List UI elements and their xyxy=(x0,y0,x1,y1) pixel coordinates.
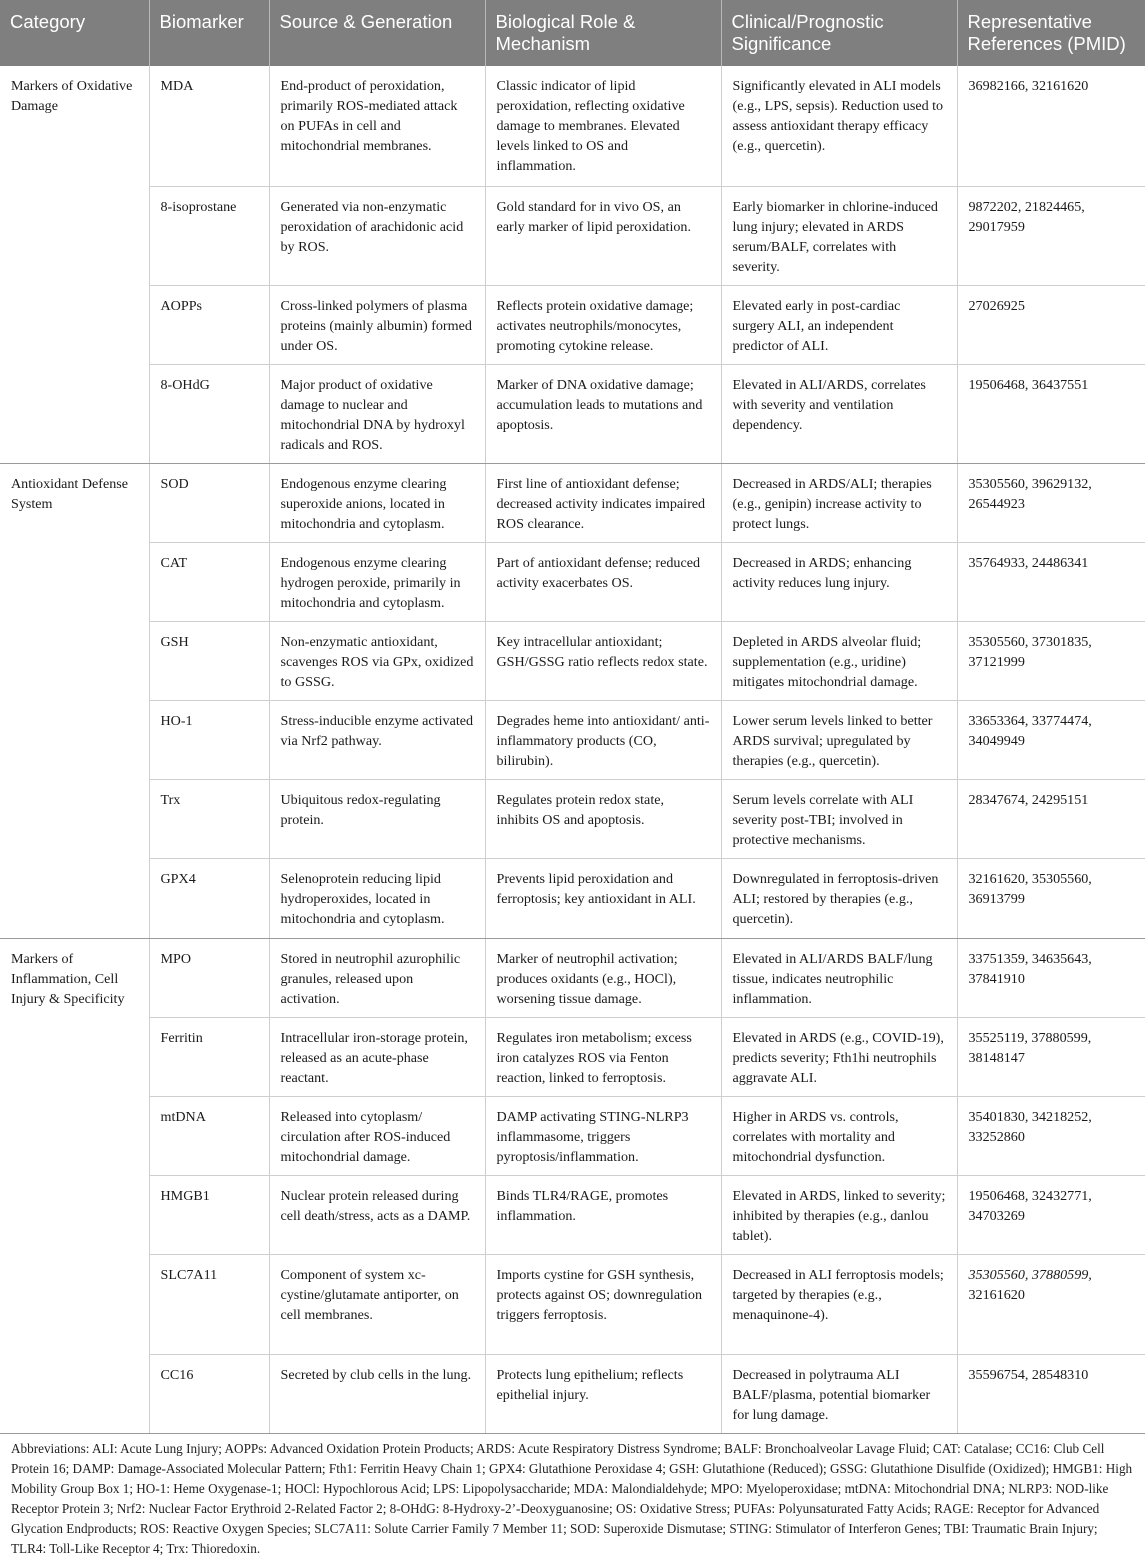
header-source: Source & Generation xyxy=(269,0,485,66)
table-row xyxy=(0,1175,1145,1254)
references-cell: 28347674, 24295151 xyxy=(957,779,1145,858)
source-cell: Endogenous enzyme clearing hydrogen peroxide, primarily in mitochondria and cytoplasm. xyxy=(269,542,485,621)
clinical-cell: Elevated in ARDS (e.g., COVID-19), predicts severity; Fth1hi neutrophils aggravate ALI. xyxy=(721,1017,957,1096)
role-cell: Protects lung epithelium; reflects epithelial injury. xyxy=(485,1354,721,1433)
header-row xyxy=(0,0,1145,66)
role-cell: Degrades heme into antioxidant/ anti-inflammatory products (CO, bilirubin). xyxy=(485,700,721,779)
biomarker-cell: GPX4 xyxy=(149,858,269,938)
references-cell: 27026925 xyxy=(957,285,1145,364)
references-cell: 35305560, 37301835, 37121999 xyxy=(957,621,1145,700)
source-cell: Ubiquitous redox-regulating protein. xyxy=(269,779,485,858)
table-body xyxy=(0,66,1145,1433)
biomarker-cell: MPO xyxy=(149,938,269,1017)
source-cell: Intracellular iron-storage protein, released as an acute-phase reactant. xyxy=(269,1017,485,1096)
references-cell: 35401830, 34218252, 33252860 xyxy=(957,1096,1145,1175)
biomarker-cell: HMGB1 xyxy=(149,1175,269,1254)
biomarker-cell: mtDNA xyxy=(149,1096,269,1175)
header-clinical: Clinical/Prognostic Significance xyxy=(721,0,957,66)
table-row xyxy=(0,364,1145,463)
role-cell: Key intracellular antioxidant; GSH/GSSG ratio reflects redox state. xyxy=(485,621,721,700)
clinical-cell: Higher in ARDS vs. controls, correlates with mortality and mitochondrial dysfunction. xyxy=(721,1096,957,1175)
role-cell: Imports cystine for GSH synthesis, protects against OS; downregulation triggers ferroptosis. xyxy=(485,1254,721,1354)
category-cell: Markers of Inflammation, Cell Injury & Specificity xyxy=(0,938,149,1433)
table-row xyxy=(0,1254,1145,1354)
header-references: Representative References (PMID) xyxy=(957,0,1145,66)
table-row xyxy=(0,285,1145,364)
header-biomarker: Biomarker xyxy=(149,0,269,66)
biomarker-cell: Trx xyxy=(149,779,269,858)
table-row xyxy=(0,542,1145,621)
references-cell: 32161620, 35305560, 36913799 xyxy=(957,858,1145,938)
biomarker-cell: SLC7A11 xyxy=(149,1254,269,1354)
source-cell: Stress-inducible enzyme activated via Nrf2 pathway. xyxy=(269,700,485,779)
table-row xyxy=(0,938,1145,1017)
clinical-cell: Serum levels correlate with ALI severity post-TBI; involved in protective mechanisms. xyxy=(721,779,957,858)
references-cell: 35596754, 28548310 xyxy=(957,1354,1145,1433)
biomarker-cell: SOD xyxy=(149,463,269,542)
role-cell: DAMP activating STING-NLRP3 inflammasome, triggers pyroptosis/inflammation. xyxy=(485,1096,721,1175)
clinical-cell: Downregulated in ferroptosis-driven ALI; restored by therapies (e.g., quercetin). xyxy=(721,858,957,938)
references-italic: 35305560, 37880599, xyxy=(968,1266,1092,1283)
references-cell: 36982166, 32161620 xyxy=(957,66,1145,186)
table-row xyxy=(0,1017,1145,1096)
clinical-cell: Decreased in ARDS; enhancing activity reduces lung injury. xyxy=(721,542,957,621)
source-cell: Major product of oxidative damage to nuclear and mitochondrial DNA by hydroxyl radicals and ROS. xyxy=(269,364,485,463)
source-cell: Released into cytoplasm/ circulation after ROS-induced mitochondrial damage. xyxy=(269,1096,485,1175)
clinical-cell: Depleted in ARDS alveolar fluid; supplementation (e.g., uridine) mitigates mitochondrial damage. xyxy=(721,621,957,700)
category-cell: Antioxidant Defense System xyxy=(0,463,149,938)
clinical-cell: Significantly elevated in ALI models (e.g., LPS, sepsis). Reduction used to assess antioxidant therapy efficacy (e.g., quercetin). xyxy=(721,66,957,186)
source-cell: Endogenous enzyme clearing superoxide anions, located in mitochondria and cytoplasm. xyxy=(269,463,485,542)
table-row xyxy=(0,858,1145,938)
clinical-cell: Elevated in ARDS, linked to severity; inhibited by therapies (e.g., danlou tablet). xyxy=(721,1175,957,1254)
table-row xyxy=(0,66,1145,186)
clinical-cell: Decreased in ALI ferroptosis models; targeted by therapies (e.g., menaquinone-4). xyxy=(721,1254,957,1354)
source-cell: Selenoprotein reducing lipid hydroperoxides, located in mitochondria and cytoplasm. xyxy=(269,858,485,938)
clinical-cell: Elevated in ALI/ARDS, correlates with severity and ventilation dependency. xyxy=(721,364,957,463)
clinical-cell: Elevated early in post-cardiac surgery ALI, an independent predictor of ALI. xyxy=(721,285,957,364)
table-row xyxy=(0,186,1145,285)
table-row xyxy=(0,463,1145,542)
clinical-cell: Lower serum levels linked to better ARDS survival; upregulated by therapies (e.g., quercetin). xyxy=(721,700,957,779)
source-cell: Nuclear protein released during cell death/stress, acts as a DAMP. xyxy=(269,1175,485,1254)
references-rest: 32161620 xyxy=(968,1286,1025,1303)
biomarker-cell: MDA xyxy=(149,66,269,186)
references-cell: 19506468, 32432771, 34703269 xyxy=(957,1175,1145,1254)
role-cell: Regulates protein redox state, inhibits OS and apoptosis. xyxy=(485,779,721,858)
source-cell: End-product of peroxidation, primarily ROS-mediated attack on PUFAs in cell and mitochondrial membranes. xyxy=(269,66,485,186)
source-cell: Cross-linked polymers of plasma proteins (mainly albumin) formed under OS. xyxy=(269,285,485,364)
biomarker-cell: GSH xyxy=(149,621,269,700)
biomarker-cell: HO-1 xyxy=(149,700,269,779)
header-role: Biological Role & Mechanism xyxy=(485,0,721,66)
source-cell: Non-enzymatic antioxidant, scavenges ROS via GPx, oxidized to GSSG. xyxy=(269,621,485,700)
references-cell: 19506468, 36437551 xyxy=(957,364,1145,463)
table-row xyxy=(0,779,1145,858)
biomarker-cell: 8-OHdG xyxy=(149,364,269,463)
biomarker-cell: AOPPs xyxy=(149,285,269,364)
role-cell: Classic indicator of lipid peroxidation, reflecting oxidative damage to membranes. Elevated levels linked to OS and inflammation. xyxy=(485,66,721,186)
references-cell: 35305560, 39629132, 26544923 xyxy=(957,463,1145,542)
source-cell: Component of system xc- cystine/glutamate antiporter, on cell membranes. xyxy=(269,1254,485,1354)
role-cell: Regulates iron metabolism; excess iron catalyzes ROS via Fenton reaction, linked to ferroptosis. xyxy=(485,1017,721,1096)
header-category: Category xyxy=(0,0,149,66)
references-cell: 33751359, 34635643, 37841910 xyxy=(957,938,1145,1017)
table-row xyxy=(0,1096,1145,1175)
biomarker-cell: 8-isoprostane xyxy=(149,186,269,285)
clinical-cell: Early biomarker in chlorine-induced lung injury; elevated in ARDS serum/BALF, correlates with severity. xyxy=(721,186,957,285)
category-cell: Markers of Oxidative Damage xyxy=(0,66,149,463)
source-cell: Secreted by club cells in the lung. xyxy=(269,1354,485,1433)
biomarker-cell: Ferritin xyxy=(149,1017,269,1096)
role-cell: Prevents lipid peroxidation and ferroptosis; key antioxidant in ALI. xyxy=(485,858,721,938)
source-cell: Stored in neutrophil azurophilic granules, released upon activation. xyxy=(269,938,485,1017)
role-cell: Binds TLR4/RAGE, promotes inflammation. xyxy=(485,1175,721,1254)
role-cell: First line of antioxidant defense; decreased activity indicates impaired ROS clearance. xyxy=(485,463,721,542)
references-cell xyxy=(957,1254,1145,1354)
clinical-cell: Elevated in ALI/ARDS BALF/lung tissue, indicates neutrophilic inflammation. xyxy=(721,938,957,1017)
table-header xyxy=(0,0,1145,66)
references-cell: 35525119, 37880599, 38148147 xyxy=(957,1017,1145,1096)
role-cell: Marker of DNA oxidative damage; accumulation leads to mutations and apoptosis. xyxy=(485,364,721,463)
biomarker-cell: CC16 xyxy=(149,1354,269,1433)
references-cell: 33653364, 33774474, 34049949 xyxy=(957,700,1145,779)
biomarker-cell: CAT xyxy=(149,542,269,621)
clinical-cell: Decreased in polytrauma ALI BALF/plasma, potential biomarker for lung damage. xyxy=(721,1354,957,1433)
references-cell: 9872202, 21824465, 29017959 xyxy=(957,186,1145,285)
table-row xyxy=(0,700,1145,779)
source-cell: Generated via non-enzymatic peroxidation of arachidonic acid by ROS. xyxy=(269,186,485,285)
role-cell: Reflects protein oxidative damage; activates neutrophils/monocytes, promoting cytokine release. xyxy=(485,285,721,364)
table-row xyxy=(0,1354,1145,1433)
table-footnote: Abbreviations: ALI: Acute Lung Injury; AOPPs: Advanced Oxidation Protein Products; ARDS: Acute Respiratory Distress Syndrome; BALF: Bronchoalveolar Lavage Fluid; CAT: Catalase; CC16: Club Cell Protein 16; DAMP: Damage-Associated Molecular Pattern; Fth1: Ferritin Heavy Chain 1; GPX4: Glutathione Peroxidase 4; GSH: Glutathione (Reduced); GSSG: Glutathione Disulfide (Oxidized); HMGB1: High Mobility Group Box 1; HO-1: Heme Oxygenase-1; HOCl: Hypochlorous Acid; LPS: Lipopolysaccharide; MDA: Malondialdehyde; MPO: Myeloperoxidase; mtDNA: Mitochondrial DNA; NLRP3: NOD-like Receptor Protein 3; Nrf2: Nuclear Factor Erythroid 2-Related Factor 2; 8-OHdG: 8-Hydroxy-2’-Deoxyguanosine; OS: Oxidative Stress; PUFAs: Polyunsaturated Fatty Acids; RAGE: Receptor for Advanced Glycation Endproducts; ROS: Reactive Oxygen Species; SLC7A11: Solute Carrier Family 7 Member 11; SOD: Superoxide Dismutase; STING: Stimulator of Interferon Genes; TBI: Traumatic Brain Injury; TLR4: Toll-Like Receptor 4; Trx: Thioredoxin. xyxy=(11,1441,1133,1556)
table-row xyxy=(0,621,1145,700)
role-cell: Part of antioxidant defense; reduced activity exacerbates OS. xyxy=(485,542,721,621)
role-cell: Gold standard for in vivo OS, an early marker of lipid peroxidation. xyxy=(485,186,721,285)
role-cell: Marker of neutrophil activation; produces oxidants (e.g., HOCl), worsening tissue damage. xyxy=(485,938,721,1017)
references-cell: 35764933, 24486341 xyxy=(957,542,1145,621)
clinical-cell: Decreased in ARDS/ALI; therapies (e.g., genipin) increase activity to protect lungs. xyxy=(721,463,957,542)
